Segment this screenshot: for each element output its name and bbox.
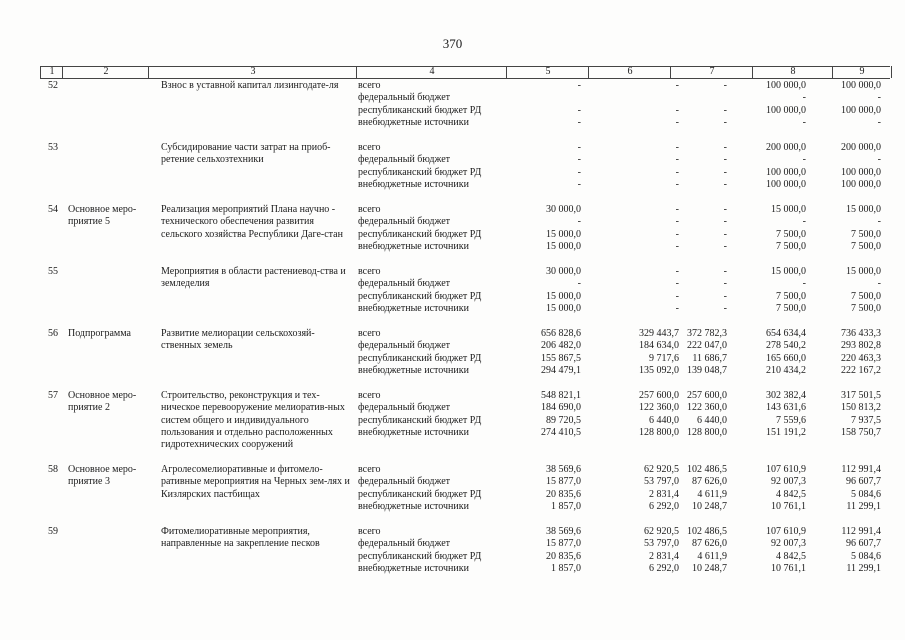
amount-col-5: 15 000,0	[546, 302, 581, 314]
amount-col-8: 165 660,0	[766, 352, 806, 364]
amount-col-6: 62 920,5	[644, 464, 679, 475]
amount-col-9: 7 500,0	[851, 302, 881, 314]
amount-col-6: 9 717,6	[649, 352, 679, 364]
amount-col-8: 200 000,0	[766, 142, 806, 153]
amount-col-7: 122 360,0	[687, 402, 727, 414]
amount-col-7: -	[723, 204, 727, 215]
row-activity-name: Строительство, реконструкция и тех-ническое перевооружение мелиоратив-ных систем общего и индивидуального пользования и отдельно расположенных гидротехнических сооружений	[161, 390, 345, 451]
amount-col-8: -	[802, 278, 806, 290]
amount-col-9: 15 000,0	[846, 266, 881, 277]
amount-col-9: -	[877, 216, 881, 228]
header-col-9: 9	[832, 66, 892, 78]
header-col-1: 1	[40, 66, 63, 78]
amount-col-6: -	[675, 302, 679, 314]
amount-col-6: 6 292,0	[649, 500, 679, 512]
amount-col-8: 100 000,0	[766, 80, 806, 91]
amount-col-8: 10 761,1	[771, 562, 806, 574]
amount-col-6: -	[675, 290, 679, 302]
amount-col-9: 100 000,0	[841, 80, 881, 91]
funding-source-label: внебюджетные источники	[358, 178, 469, 190]
funding-source-label: республиканский бюджет РД	[358, 352, 482, 364]
funding-source-label: внебюджетные источники	[358, 364, 469, 376]
amount-col-5: 20 835,6	[546, 550, 581, 562]
header-col-6: 6	[588, 66, 671, 78]
amount-col-5: 206 482,0	[541, 340, 581, 352]
funding-source-label: республиканский бюджет РД	[358, 550, 482, 562]
row-activity-type: Подпрограмма	[68, 328, 131, 339]
amount-col-9: 100 000,0	[841, 104, 881, 116]
amount-col-8: -	[802, 116, 806, 128]
amount-col-9: 96 607,7	[846, 476, 881, 488]
amount-col-6: 2 831,4	[649, 488, 679, 500]
amount-col-8: -	[802, 154, 806, 166]
amount-col-7: 4 611,9	[697, 488, 727, 500]
amount-col-5: 155 867,5	[541, 352, 581, 364]
funding-source-label: федеральный бюджет	[358, 538, 451, 550]
funding-source-label: федеральный бюджет	[358, 92, 451, 104]
amount-col-7: 372 782,3	[687, 328, 727, 339]
amount-col-8: 92 007,3	[771, 476, 806, 488]
amount-col-9: 5 084,6	[851, 550, 881, 562]
amount-col-7: -	[723, 240, 727, 252]
amount-col-5: 1 857,0	[551, 500, 581, 512]
row-activity-name: Взнос в уставной капитал лизингодате-ля	[161, 80, 339, 91]
funding-source-label: республиканский бюджет РД	[358, 104, 482, 116]
funding-source-label: всего	[358, 142, 381, 153]
row-number: 59	[48, 526, 58, 537]
amount-col-9: 5 084,6	[851, 488, 881, 500]
amount-col-8: 210 434,2	[766, 364, 806, 376]
funding-source-label: всего	[358, 526, 381, 537]
amount-col-7: -	[723, 290, 727, 302]
funding-source-label: всего	[358, 328, 381, 339]
funding-source-label: всего	[358, 390, 381, 401]
amount-col-7: -	[723, 228, 727, 240]
row-number: 52	[48, 80, 58, 91]
amount-col-8: 107 610,9	[766, 526, 806, 537]
amount-col-8: 654 634,4	[766, 328, 806, 339]
amount-col-6: 257 600,0	[639, 390, 679, 401]
amount-col-6: 53 797,0	[644, 538, 679, 550]
amount-col-7: -	[723, 154, 727, 166]
amount-col-9: 7 937,5	[851, 414, 881, 426]
amount-col-6: 62 920,5	[644, 526, 679, 537]
funding-source-label: федеральный бюджет	[358, 402, 451, 414]
funding-source-label: республиканский бюджет РД	[358, 228, 482, 240]
amount-col-7: -	[723, 266, 727, 277]
funding-source-label: республиканский бюджет РД	[358, 290, 482, 302]
amount-col-6: -	[675, 80, 679, 91]
amount-col-8: 107 610,9	[766, 464, 806, 475]
row-activity-name: Развитие мелиорации сельскохозяй-ственных земель	[161, 328, 315, 352]
amount-col-5: 15 000,0	[546, 240, 581, 252]
funding-source-label: федеральный бюджет	[358, 216, 451, 228]
amount-col-7: 87 626,0	[692, 476, 727, 488]
amount-col-9: 7 500,0	[851, 228, 881, 240]
header-col-3: 3	[148, 66, 357, 78]
amount-col-7: 257 600,0	[687, 390, 727, 401]
amount-col-5: -	[577, 80, 581, 91]
row-number: 53	[48, 142, 58, 153]
amount-col-5: 30 000,0	[546, 204, 581, 215]
amount-col-8: 4 842,5	[776, 550, 806, 562]
funding-source-label: внебюджетные источники	[358, 116, 469, 128]
amount-col-7: -	[723, 278, 727, 290]
amount-col-6: 122 360,0	[639, 402, 679, 414]
header-col-4: 4	[356, 66, 507, 78]
amount-col-9: 15 000,0	[846, 204, 881, 215]
row-number: 55	[48, 266, 58, 277]
amount-col-8: 4 842,5	[776, 488, 806, 500]
funding-source-label: внебюджетные источники	[358, 240, 469, 252]
amount-col-5: 184 690,0	[541, 402, 581, 414]
amount-col-5: -	[577, 166, 581, 178]
amount-col-6: -	[675, 116, 679, 128]
amount-col-5: 38 569,6	[546, 526, 581, 537]
amount-col-5: 548 821,1	[541, 390, 581, 401]
amount-col-6: 128 800,0	[639, 426, 679, 438]
amount-col-8: 7 559,6	[776, 414, 806, 426]
funding-source-label: республиканский бюджет РД	[358, 414, 482, 426]
amount-col-7: -	[723, 178, 727, 190]
amount-col-6: -	[675, 166, 679, 178]
row-activity-name: Агролесомелиоративные и фитомело-ративные мероприятия на Черных зем-лях и Кизлярских пастбищах	[161, 464, 350, 500]
amount-col-5: 89 720,5	[546, 414, 581, 426]
amount-col-8: 7 500,0	[776, 240, 806, 252]
row-activity-name: Субсидирование части затрат на приоб-ретение сельхозтехники	[161, 142, 331, 166]
amount-col-7: -	[723, 80, 727, 91]
amount-col-8: -	[802, 92, 806, 104]
funding-source-label: федеральный бюджет	[358, 476, 451, 488]
amount-col-7: -	[723, 216, 727, 228]
row-number: 56	[48, 328, 58, 339]
amount-col-8: 100 000,0	[766, 104, 806, 116]
amount-col-9: 112 991,4	[841, 526, 881, 537]
header-bottom-rule	[40, 78, 890, 79]
amount-col-9: -	[877, 92, 881, 104]
amount-col-7: 10 248,7	[692, 562, 727, 574]
amount-col-9: 736 433,3	[841, 328, 881, 339]
amount-col-5: 15 877,0	[546, 538, 581, 550]
amount-col-8: 100 000,0	[766, 166, 806, 178]
amount-col-8: 7 500,0	[776, 228, 806, 240]
funding-source-label: федеральный бюджет	[358, 154, 451, 166]
amount-col-8: 151 191,2	[766, 426, 806, 438]
amount-col-8: 15 000,0	[771, 266, 806, 277]
amount-col-5: 15 000,0	[546, 290, 581, 302]
amount-col-5: -	[577, 142, 581, 153]
amount-col-9: 100 000,0	[841, 166, 881, 178]
amount-col-7: 128 800,0	[687, 426, 727, 438]
funding-source-label: внебюджетные источники	[358, 426, 469, 438]
row-activity-name: Фитомелиоративные мероприятия, направленные на закрепление песков	[161, 526, 320, 550]
amount-col-8: -	[802, 216, 806, 228]
amount-col-9: 11 299,1	[846, 562, 881, 574]
amount-col-6: -	[675, 104, 679, 116]
amount-col-6: -	[675, 240, 679, 252]
amount-col-9: 293 802,8	[841, 340, 881, 352]
amount-col-6: -	[675, 154, 679, 166]
amount-col-5: 656 828,6	[541, 328, 581, 339]
amount-col-7: 87 626,0	[692, 538, 727, 550]
amount-col-6: -	[675, 216, 679, 228]
amount-col-5: 20 835,6	[546, 488, 581, 500]
row-number: 58	[48, 464, 58, 475]
amount-col-7: -	[723, 166, 727, 178]
funding-source-label: всего	[358, 266, 381, 277]
amount-col-9: -	[877, 116, 881, 128]
amount-col-5: -	[577, 278, 581, 290]
amount-col-8: 302 382,4	[766, 390, 806, 401]
amount-col-7: 6 440,0	[697, 414, 727, 426]
amount-col-7: -	[723, 104, 727, 116]
amount-col-6: 6 440,0	[649, 414, 679, 426]
amount-col-6: 2 831,4	[649, 550, 679, 562]
amount-col-6: 53 797,0	[644, 476, 679, 488]
funding-source-label: внебюджетные источники	[358, 562, 469, 574]
funding-source-label: внебюджетные источники	[358, 302, 469, 314]
amount-col-6: 135 092,0	[639, 364, 679, 376]
amount-col-7: 102 486,5	[687, 464, 727, 475]
amount-col-8: 7 500,0	[776, 302, 806, 314]
amount-col-5: 38 569,6	[546, 464, 581, 475]
amount-col-5: 274 410,5	[541, 426, 581, 438]
amount-col-6: -	[675, 142, 679, 153]
amount-col-8: 15 000,0	[771, 204, 806, 215]
amount-col-9: 222 167,2	[841, 364, 881, 376]
amount-col-8: 7 500,0	[776, 290, 806, 302]
funding-source-label: всего	[358, 464, 381, 475]
amount-col-5: 15 877,0	[546, 476, 581, 488]
amount-col-6: -	[675, 178, 679, 190]
row-activity-type: Основное меро-приятие 2	[68, 390, 137, 414]
amount-col-5: -	[577, 116, 581, 128]
header-col-2: 2	[62, 66, 149, 78]
amount-col-5: 1 857,0	[551, 562, 581, 574]
amount-col-5: -	[577, 104, 581, 116]
row-activity-type: Основное меро-приятие 5	[68, 204, 137, 228]
amount-col-9: 7 500,0	[851, 240, 881, 252]
amount-col-7: -	[723, 116, 727, 128]
funding-source-label: внебюджетные источники	[358, 500, 469, 512]
funding-source-label: республиканский бюджет РД	[358, 166, 482, 178]
amount-col-5: -	[577, 154, 581, 166]
header-col-8: 8	[752, 66, 833, 78]
amount-col-6: 329 443,7	[639, 328, 679, 339]
amount-col-7: 102 486,5	[687, 526, 727, 537]
amount-col-5: -	[577, 178, 581, 190]
amount-col-7: 11 686,7	[692, 352, 727, 364]
amount-col-9: 7 500,0	[851, 290, 881, 302]
amount-col-5: 15 000,0	[546, 228, 581, 240]
page-number: 370	[442, 36, 463, 51]
header-col-5: 5	[506, 66, 589, 78]
amount-col-9: 96 607,7	[846, 538, 881, 550]
funding-source-label: федеральный бюджет	[358, 340, 451, 352]
amount-col-9: 100 000,0	[841, 178, 881, 190]
amount-col-7: 4 611,9	[697, 550, 727, 562]
amount-col-7: 10 248,7	[692, 500, 727, 512]
amount-col-6: -	[675, 278, 679, 290]
amount-col-7: -	[723, 302, 727, 314]
amount-col-7: 222 047,0	[687, 340, 727, 352]
amount-col-9: 112 991,4	[841, 464, 881, 475]
amount-col-6: 6 292,0	[649, 562, 679, 574]
amount-col-8: 92 007,3	[771, 538, 806, 550]
amount-col-7: -	[723, 142, 727, 153]
amount-col-9: 11 299,1	[846, 500, 881, 512]
amount-col-9: 317 501,5	[841, 390, 881, 401]
amount-col-8: 100 000,0	[766, 178, 806, 190]
amount-col-5: 294 479,1	[541, 364, 581, 376]
funding-source-label: республиканский бюджет РД	[358, 488, 482, 500]
amount-col-9: 220 463,3	[841, 352, 881, 364]
amount-col-9: 158 750,7	[841, 426, 881, 438]
funding-source-label: федеральный бюджет	[358, 278, 451, 290]
amount-col-6: -	[675, 228, 679, 240]
amount-col-9: -	[877, 154, 881, 166]
funding-source-label: всего	[358, 80, 381, 91]
amount-col-9: -	[877, 278, 881, 290]
amount-col-6: 184 634,0	[639, 340, 679, 352]
amount-col-8: 143 631,6	[766, 402, 806, 414]
amount-col-5: 30 000,0	[546, 266, 581, 277]
row-activity-type: Основное меро-приятие 3	[68, 464, 137, 488]
amount-col-6: -	[675, 204, 679, 215]
row-activity-name: Реализация мероприятий Плана научно - технического обеспечения развития сельского хозяйства Республики Даге-стан	[161, 204, 343, 240]
amount-col-8: 278 540,2	[766, 340, 806, 352]
row-number: 57	[48, 390, 58, 401]
amount-col-7: 139 048,7	[687, 364, 727, 376]
amount-col-8: 10 761,1	[771, 500, 806, 512]
row-activity-name: Мероприятия в области растениевод-ства и земледелия	[161, 266, 346, 290]
amount-col-6: -	[675, 266, 679, 277]
header-col-7: 7	[670, 66, 753, 78]
amount-col-9: 200 000,0	[841, 142, 881, 153]
amount-col-5: -	[577, 216, 581, 228]
funding-source-label: всего	[358, 204, 381, 215]
row-number: 54	[48, 204, 58, 215]
amount-col-9: 150 813,2	[841, 402, 881, 414]
